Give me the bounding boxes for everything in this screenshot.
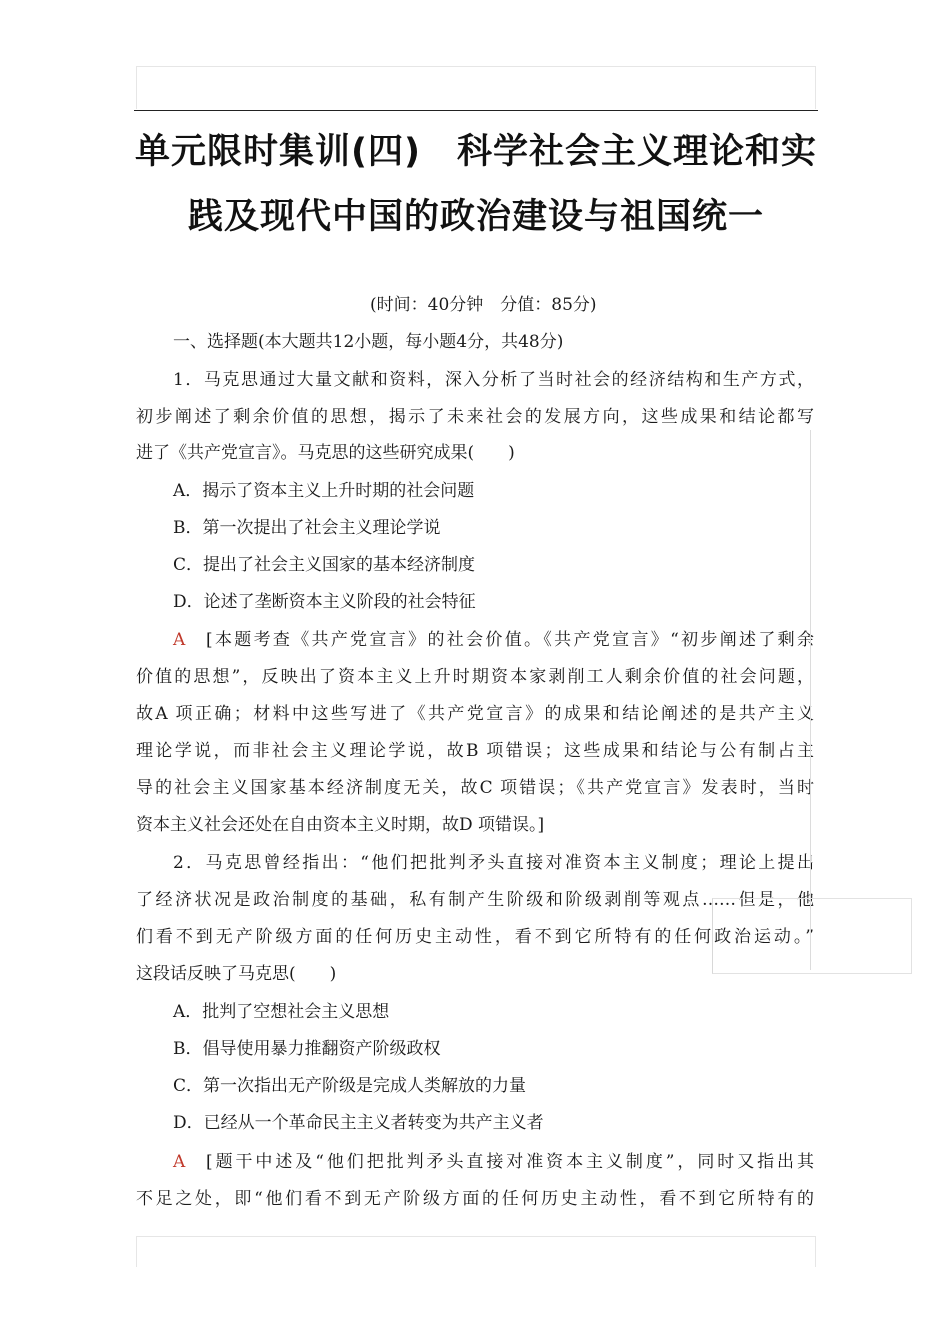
page-title-line-2: 践及现代中国的政治建设与祖国统一	[187, 197, 764, 237]
q2-explanation-line: [题干中述及“他们把批判矛头直接对准资本主义制度”，同时又指出其	[206, 1152, 814, 1172]
q1-option-c: C．提出了社会主义国家的基本经济制度	[173, 555, 476, 575]
time-score-info: (时间：40分钟 分值：85分)	[370, 295, 597, 315]
q2-explanation-line: 不足之处，即“他们看不到无产阶级方面的任何历史主动性，看不到它所特有的	[136, 1189, 814, 1209]
q2-answer: A	[173, 1152, 186, 1172]
section-heading: 一、选择题(本大题共12小题，每小题4分，共48分)	[173, 332, 564, 352]
q2-stem-line: 这段话反映了马克思( )	[136, 964, 337, 984]
q1-option-a: A．揭示了资本主义上升时期的社会问题	[173, 481, 475, 501]
page-title-line-1: 单元限时集训(四) 科学社会主义理论和实	[135, 132, 817, 172]
q1-option-d: D．论述了垄断资本主义阶段的社会特征	[173, 592, 476, 612]
q1-stem-line: 进了《共产党宣言》。马克思的这些研究成果( )	[136, 443, 515, 463]
page-header-box	[136, 66, 816, 109]
q2-option-a: A．批判了空想社会主义思想	[173, 1002, 390, 1022]
q2-option-d: D．已经从一个革命民主主义者转变为共产主义者	[173, 1113, 544, 1133]
page-frame-line	[810, 430, 811, 970]
q1-stem-line: 1．马克思通过大量文献和资料，深入分析了当时社会的经济结构和生产方式，	[173, 370, 814, 390]
watermark-frame	[712, 898, 912, 974]
q2-option-b: B．倡导使用暴力推翻资产阶级政权	[173, 1039, 441, 1059]
q1-explanation-line: 导的社会主义国家基本经济制度无关，故C 项错误；《共产党宣言》发表时，当时	[136, 778, 814, 798]
q2-stem-line: 2．马克思曾经指出：“他们把批判矛头直接对准资本主义制度；理论上提出	[173, 853, 814, 873]
q1-explanation-line: 价值的思想”，反映出了资本主义上升时期资本家剥削工人剩余价值的社会问题，	[136, 667, 814, 687]
q2-stem-line: 了经济状况是政治制度的基础，私有制产生阶级和阶级剥削等观点……但是，他	[136, 890, 814, 910]
header-rule	[134, 110, 818, 111]
page-footer-box	[136, 1236, 816, 1267]
q1-explanation-line: [本题考查《共产党宣言》的社会价值。《共产党宣言》“初步阐述了剩余	[206, 630, 814, 650]
q1-stem-line: 初步阐述了剩余价值的思想，揭示了未来社会的发展方向，这些成果和结论都写	[136, 407, 814, 427]
q1-explanation-line: 理论学说，而非社会主义理论学说，故B 项错误；这些成果和结论与公有制占主	[136, 741, 814, 761]
q2-stem-line: 们看不到无产阶级方面的任何历史主动性，看不到它所特有的任何政治运动。”	[136, 927, 814, 947]
q1-explanation-line: 资本主义社会还处在自由资本主义时期，故D 项错误。]	[136, 815, 545, 835]
q1-answer: A	[173, 630, 186, 650]
q1-option-b: B．第一次提出了社会主义理论学说	[173, 518, 441, 538]
q2-option-c: C．第一次指出无产阶级是完成人类解放的力量	[173, 1076, 527, 1096]
q1-explanation-line: 故A 项正确；材料中这些写进了《共产党宣言》的成果和结论阐述的是共产主义	[136, 704, 814, 724]
